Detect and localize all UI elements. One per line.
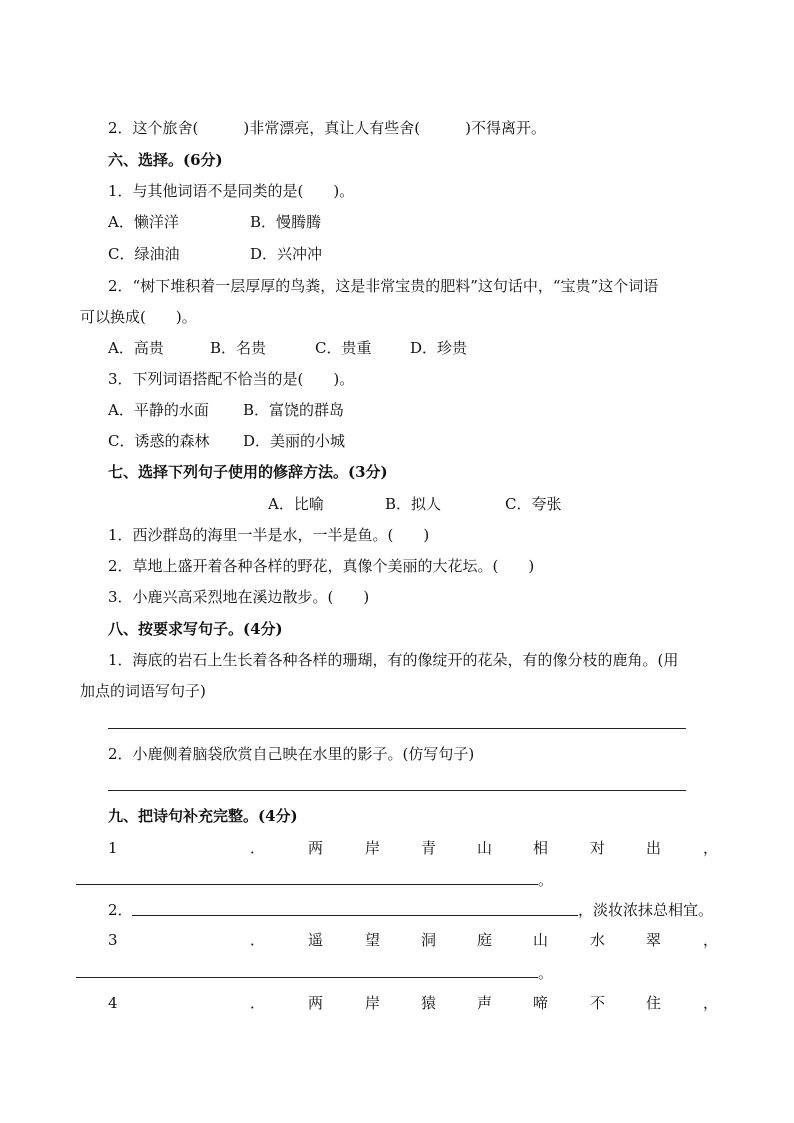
- question-6-3: 3．下列词语搭配不恰当的是( )。: [108, 370, 355, 388]
- option-6-3-c: C．诱惑的森林: [108, 432, 210, 450]
- answer-line-9-2[interactable]: [132, 915, 578, 916]
- poem-3-char: 山: [533, 931, 549, 949]
- answer-line-8-2[interactable]: [108, 790, 686, 791]
- answer-line-9-3[interactable]: [76, 977, 538, 978]
- question-7-1: 1．西沙群岛的海里一半是水，一半是鱼。( ): [108, 526, 430, 544]
- option-6-1-b: B．慢腾腾: [250, 213, 322, 231]
- poem-4-char: 两: [308, 994, 324, 1012]
- poem-3-char: 望: [365, 931, 381, 949]
- option-6-2-d: D．珍贵: [410, 339, 468, 357]
- poem-2-tail: ，淡妆浓抹总相宜。: [578, 901, 714, 919]
- option-6-1-d: D．兴冲冲: [250, 245, 323, 263]
- question-8-1-line2: 加点的词语写句子): [80, 682, 206, 700]
- poem-4-char: 住: [646, 994, 662, 1012]
- option-6-2-b: B．名贵: [210, 339, 267, 357]
- poem-3-char: ，: [703, 931, 719, 949]
- section-8-title: 八、按要求写句子。(4分): [108, 620, 283, 638]
- option-6-1-a: A．懒洋洋: [108, 213, 179, 231]
- option-6-3-a: A．平静的水面: [108, 401, 209, 419]
- poem-1-number: 1: [108, 839, 118, 857]
- question-8-2: 2．小鹿侧着脑袋欣赏自己映在水里的影子。(仿写句子): [108, 745, 475, 763]
- poem-4-char: 猿: [421, 994, 437, 1012]
- answer-line-9-1[interactable]: [76, 884, 538, 885]
- poem-1-char: 青: [421, 839, 437, 857]
- poem-1-char: 岸: [365, 839, 381, 857]
- question-8-1-line1: 1．海底的岩石上生长着各种各样的珊瑚，有的像绽开的花朵，有的像分枝的鹿角。(用: [108, 651, 679, 669]
- poem-4-char: 岸: [365, 994, 381, 1012]
- rhetoric-option-c: C．夸张: [505, 495, 562, 513]
- question-7-3: 3．小鹿兴高采烈地在溪边散步。( ): [108, 588, 370, 606]
- poem-2-number: 2．: [108, 901, 133, 919]
- option-6-2-a: A．高贵: [108, 339, 164, 357]
- poem-3-char: 庭: [477, 931, 493, 949]
- question-6-2-line2: 可以换成( )。: [80, 308, 197, 326]
- poem-4-char: 啼: [533, 994, 549, 1012]
- poem-1-char: 两: [308, 839, 324, 857]
- poem-1-char: 相: [533, 839, 549, 857]
- option-6-1-c: C．绿油油: [108, 245, 180, 263]
- poem-1-end: 。: [538, 871, 554, 889]
- poem-1-char: 山: [477, 839, 493, 857]
- question-7-2: 2．草地上盛开着各种各样的野花，真像个美丽的大花坛。( ): [108, 557, 535, 575]
- poem-3-dot: ．: [250, 931, 266, 949]
- poem-1-char: 对: [590, 839, 606, 857]
- section-6-title: 六、选择。(6分): [108, 151, 223, 169]
- option-6-2-c: C．贵重: [315, 339, 372, 357]
- option-6-3-d: D．美丽的小城: [243, 432, 346, 450]
- poem-4-dot: ．: [250, 994, 266, 1012]
- option-6-3-b: B．富饶的群岛: [243, 401, 345, 419]
- poem-4-char: ，: [703, 994, 719, 1012]
- rhetoric-option-a: A．比喻: [268, 495, 324, 513]
- poem-3-char: 翠: [646, 931, 662, 949]
- poem-3-char: 洞: [421, 931, 437, 949]
- question-6-2-line1: 2．“树下堆积着一层厚厚的鸟粪，这是非常宝贵的肥料”这句话中，“宝贵”这个词语: [108, 277, 659, 295]
- section-9-title: 九、把诗句补充完整。(4分): [108, 807, 298, 825]
- poem-1-dot: ．: [250, 839, 266, 857]
- question-5-2: 2．这个旅舍( )非常漂亮，真让人有些舍( )不得离开。: [108, 119, 546, 137]
- poem-1-char: 出: [646, 839, 662, 857]
- answer-line-8-1[interactable]: [108, 728, 686, 729]
- poem-3-end: 。: [538, 964, 554, 982]
- poem-1-char: ，: [703, 839, 719, 857]
- section-7-title: 七、选择下列句子使用的修辞方法。(3分): [108, 463, 388, 481]
- poem-3-char: 水: [590, 931, 606, 949]
- poem-4-char: 声: [477, 994, 493, 1012]
- rhetoric-option-b: B．拟人: [385, 495, 442, 513]
- poem-3-char: 遥: [308, 931, 324, 949]
- poem-4-char: 不: [590, 994, 606, 1012]
- poem-3-number: 3: [108, 931, 118, 949]
- poem-4-number: 4: [108, 994, 118, 1012]
- question-6-1: 1．与其他词语不是同类的是( )。: [108, 182, 355, 200]
